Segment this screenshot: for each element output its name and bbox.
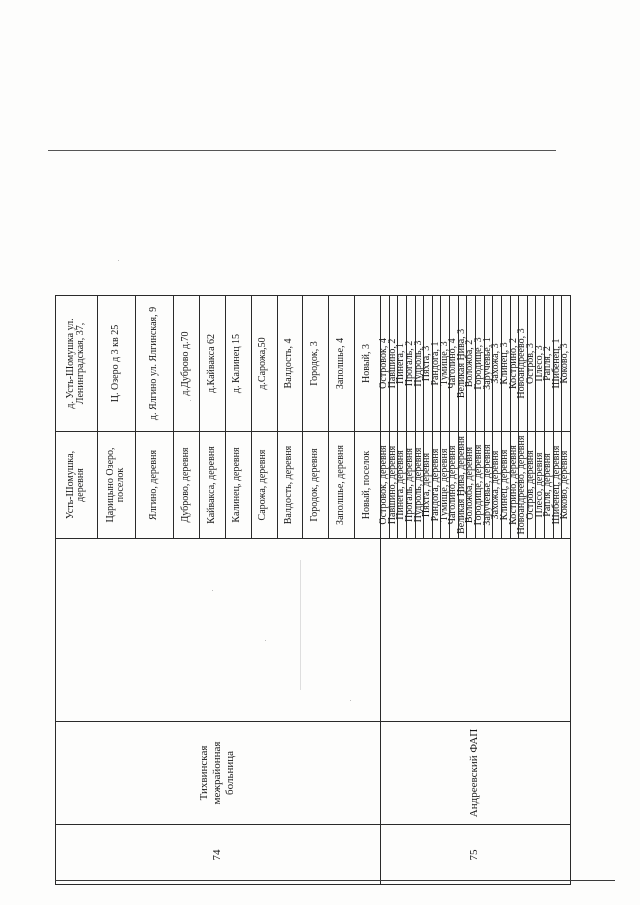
settlement-name: Заполшье, деревня [334,445,346,525]
settlement-address: Клинец, 3 [498,342,510,385]
settlement-name: Воложба, деревня [464,446,476,524]
settlement-name: Новоандреево, деревня [516,435,528,535]
scan-speck [118,260,119,261]
settlement-address: Заполшье, 4 [334,337,346,390]
row-number-74: 74 [210,849,223,861]
settlement-address: Кострино, 2 [507,337,519,390]
settlement-name: Остров, деревня [524,450,536,520]
settlement-name: Кайвакса, деревня [205,446,217,524]
settlement-name: Рандога, деревня [429,448,441,522]
settlement-name: Чаголино, деревня [447,445,459,525]
settlement-name: Новый, поселок [360,450,372,520]
settlement-name: Дуброво, деревня [179,447,191,523]
settlement-name: Рапля, деревня [542,453,554,517]
settlement-name: Плесо, деревня [533,452,545,518]
rotated-table-wrapper [55,295,570,885]
settlement-address: Валдость, 4 [283,338,295,389]
settlement-address: Шибенец, 1 [550,338,562,389]
settlement-name: Великая Нива, деревня [455,436,467,534]
settlement-name: Пудроль, деревня [412,447,424,523]
settlement-name: Кострино, деревня [507,445,519,525]
settlement-name: Шибенец, деревня [550,445,562,525]
settlement-name: Прогаль, деревня [403,447,415,523]
settlement-address: Городище, 3 [473,337,485,390]
settlement-address: Новый, 3 [360,344,372,384]
settlement-address: Заручевье, 1 [481,337,493,390]
col-border-organization [55,721,570,722]
settlement-address: Городок, 3 [309,341,321,386]
settlement-address: Плесо, 3 [533,345,545,382]
settlement-address: Великая Нива, 3 [455,328,467,399]
settlements-table [55,295,570,885]
settlement-name: Захожа, деревня [490,450,502,520]
row-number-75: 75 [468,849,481,861]
settlement-address: Коково, 3 [559,343,571,384]
settlement-address: Воложба, 2 [464,339,476,388]
settlement-address: Захожа, 3 [490,343,502,384]
settlement-name: Царицыно Озеро, поселок [104,447,126,523]
settlement-address: Островок, 4 [378,338,390,389]
settlement-address: д.Сарожа,50 [257,337,269,390]
settlement-name: Тумище, деревня [438,448,450,522]
settlement-name: Коково, деревня [559,450,571,520]
settlement-name: Усть-Шомушка, деревня [64,450,86,520]
scan-fold-line [48,150,556,151]
settlement-address: Рапля, 2 [542,346,554,381]
settlement-address: Остров, 3 [524,343,536,384]
settlement-name: Павшино, деревня [386,445,398,525]
settlement-name: Городок, деревня [309,448,321,522]
settlement-address: д. Усть-Шомушка ул. Ленинградская, 37, [64,318,86,409]
settlement-name: Городище, деревня [473,444,485,526]
settlement-name: Ялгино, деревня [147,449,159,521]
page-bottom-rule [55,880,615,881]
settlement-address: Прогаль, 2 [403,340,415,387]
settlement-name: Заручевье, деревня [481,444,493,526]
organization-74: Тихвинская межрайонная больница [197,741,237,805]
settlement-address: д.Кайвакса 62 [205,333,217,394]
settlement-name: Островок, деревня [378,445,390,525]
settlement-address: Ц. Озеро д 3 кв 25 [109,324,121,403]
settlement-name: Клинец, деревня [498,449,510,521]
settlement-address: Павшино, 2 [386,338,398,389]
organization-75: Андреевский ФАП [468,728,481,818]
settlement-address: Пинега, 1 [395,343,407,384]
settlement-address: д. Калинец 15 [231,333,243,394]
settlement-name: Сарожа, деревня [257,449,269,521]
settlement-address: д. Ялгино ул. Ялгинская, 9 [147,306,159,421]
settlement-name: Пинега, деревня [395,450,407,520]
settlement-address: Пяхта, 3 [421,345,433,382]
settlement-address: д.Дуброво д.70 [179,331,191,396]
settlement-address: Чаголино, 4 [447,338,459,389]
settlement-address: Новоандреево, 3 [516,328,528,399]
settlement-address: Тумище, 3 [438,341,450,386]
settlement-address: Рандога, 1 [429,341,441,386]
settlement-address: Пудроль, 3 [412,340,424,387]
settlement-name: Валдость, деревня [283,445,295,525]
settlement-name: Пяхта, деревня [421,452,433,518]
settlement-name: Калинец, деревня [231,447,243,523]
